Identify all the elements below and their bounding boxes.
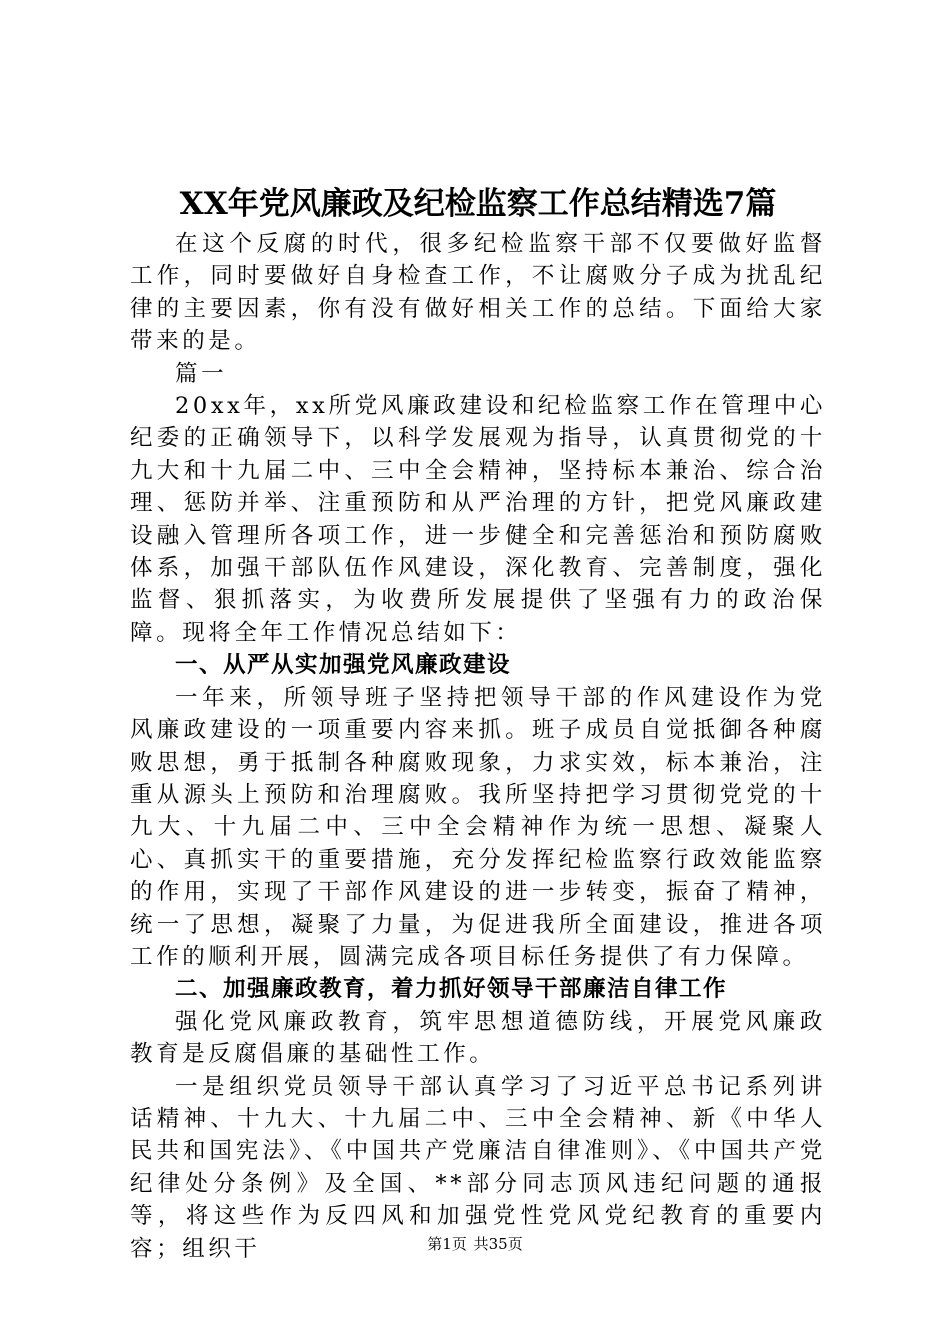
paragraph: 篇一 [175, 360, 228, 387]
page-number: 第1页 [427, 1235, 467, 1253]
paragraph: 一年来，所领导班子坚持把领导干部的作风建设作为党风廉政建设的一项重要内容来抓。班子成员自觉抵御各种腐败思想，勇于抵制各种腐败现象，力求实效，标本兼治，注重从源头上预防和治理腐败。我所坚持把学习贯彻党党的十九大、十九届二中、三中全会精神作为统一思想、凝聚人心、真抓实干的重要措施，充分发挥纪检监察行政效能监察的作用，实现了干部作风建设的进一步转变，振奋了精神，统一了思想，凝聚了力量，为促进我所全面建设，推进各项工作的顺利开展，圆满完成各项目标任务提供了有力保障。 [130, 684, 826, 970]
section-heading: 二、加强廉政教育，着力抓好领导干部廉洁自律工作 [175, 976, 728, 1003]
section-heading: 一、从严从实加强党风廉政建设 [175, 652, 512, 679]
paragraph: 一是组织党员领导干部认真学习了习近平总书记系列讲话精神、十九大、十九届二中、三中全会精神、新《中华人民共和国宪法》、《中国共产党廉洁自律准则》、《中国共产党纪律处分条例》及全国、**部分同志顶风违纪问题的通报等，将这些作为反四风和加强党性党风党纪教育的重要内容；组织干 [130, 1073, 826, 1262]
page-total: 共35页 [473, 1235, 523, 1253]
document-body [130, 228, 826, 1265]
document-title: XX年党风廉政及纪检监察工作总结精选7篇 [179, 186, 777, 222]
document-page [130, 182, 826, 1265]
paragraph: 20xx年，xx所党风廉政建设和纪检监察工作在管理中心纪委的正确领导下，以科学发展观为指导，认真贯彻党的十九大和十九届二中、三中全会精神，坚持标本兼治、综合治理、惩防并举、注重预防和从严治理的方针，把党风廉政建设融入管理所各项工作，进一步健全和完善惩治和预防腐败体系，加强干部队伍作风建设，深化教育、完善制度，强化监督、狠抓落实，为收费所发展提供了坚强有力的政治保障。现将全年工作情况总结如下： [130, 393, 826, 646]
page-footer [0, 1234, 950, 1254]
paragraph: 在这个反腐的时代，很多纪检监察干部不仅要做好监督工作，同时要做好自身检查工作，不让腐败分子成为扰乱纪律的主要因素，你有没有做好相关工作的总结。下面给大家带来的是。 [130, 231, 826, 355]
paragraph: 强化党风廉政教育，筑牢思想道德防线，开展党风廉政教育是反腐倡廉的基础性工作。 [130, 1008, 826, 1068]
